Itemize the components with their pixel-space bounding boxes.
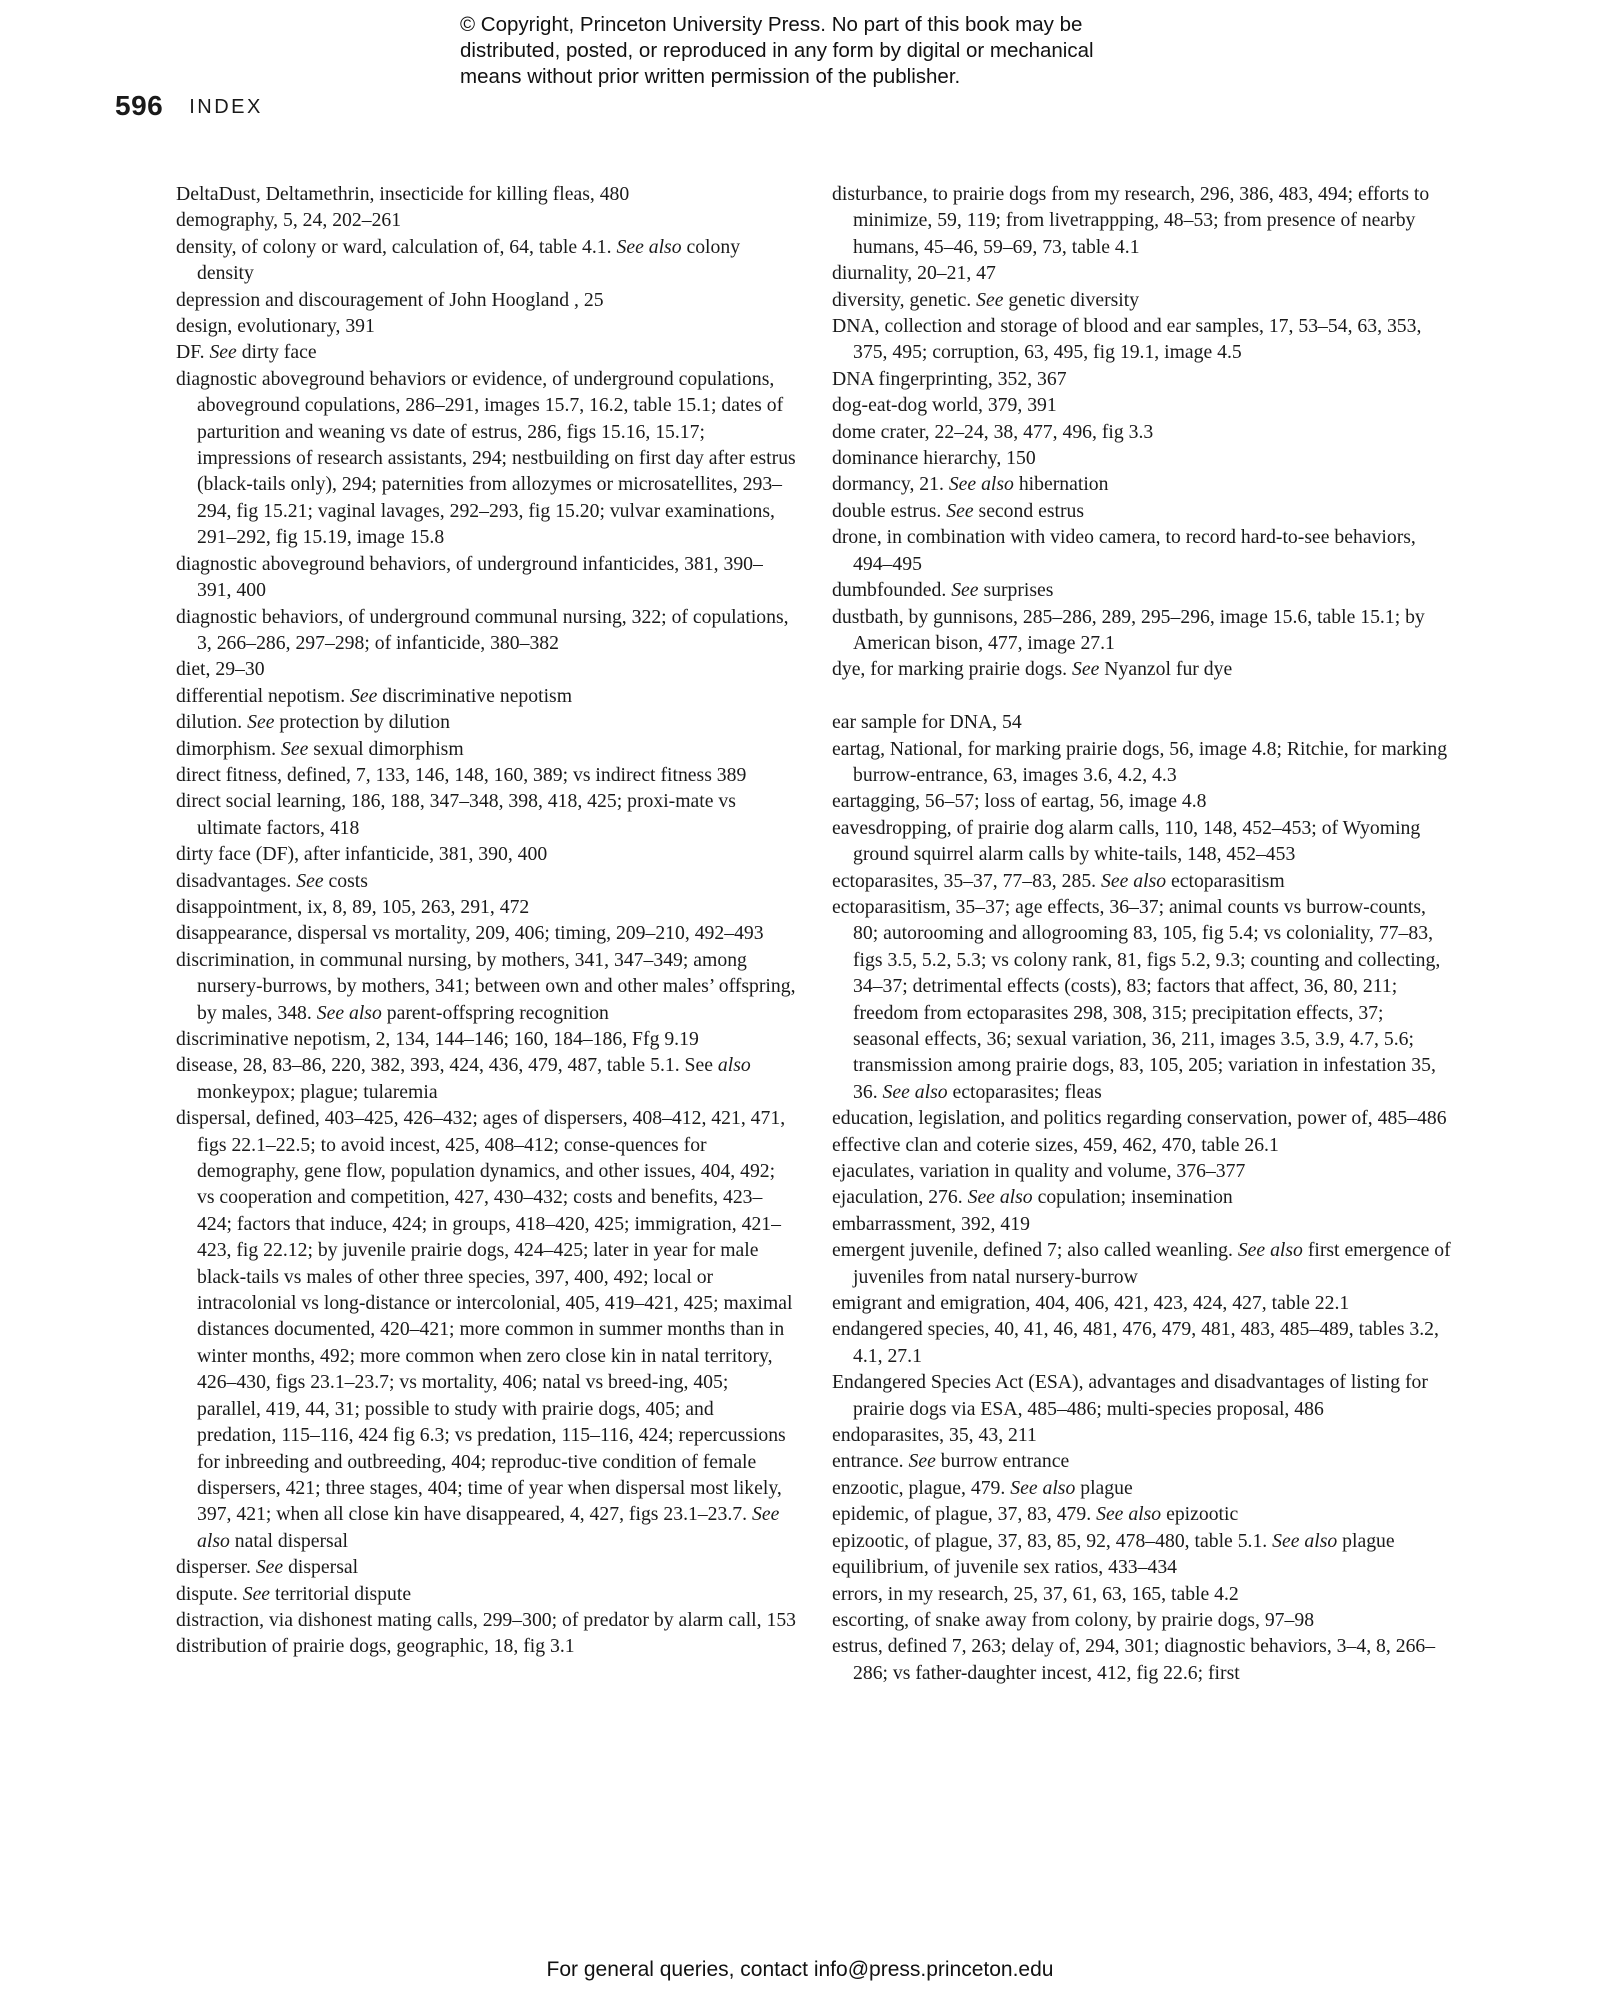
cross-reference-label: See also: [1272, 1529, 1338, 1552]
index-entry: [832, 815, 1452, 868]
index-entry: [832, 1132, 1452, 1158]
cross-reference-target: epizootic: [1161, 1503, 1239, 1526]
cross-reference-target: parent-offspring recognition: [381, 1001, 609, 1024]
entry-text: escorting, of snake away from colony, by prairie dogs, 97–98: [832, 1608, 1315, 1631]
index-entry: [832, 471, 1452, 497]
entry-text: density, of colony or ward, calculation of, 64, table 4.1.: [176, 235, 617, 258]
index-entry: [832, 736, 1452, 789]
entry-text: diversity, genetic.: [832, 288, 977, 311]
cross-reference-label: See: [1072, 658, 1100, 681]
cross-reference-label: See: [976, 288, 1004, 311]
cross-reference-target: natal dispersal: [229, 1529, 348, 1552]
index-entry: [176, 339, 796, 365]
index-entry: [176, 313, 796, 339]
index-entry: [176, 762, 796, 788]
entry-text: entrance.: [832, 1450, 909, 1473]
index-entry: [176, 709, 796, 735]
index-entry: [832, 445, 1452, 471]
entry-text: emergent juvenile, defined 7; also called weanling.: [832, 1239, 1238, 1262]
index-entry: [832, 260, 1452, 286]
entry-text: eartagging, 56–57; loss of eartag, 56, image 4.8: [832, 790, 1207, 813]
running-head: INDEX: [189, 96, 263, 118]
entry-text: dilution.: [176, 711, 248, 734]
index-entry: [832, 1105, 1452, 1131]
entry-text: enzootic, plague, 479.: [832, 1476, 1011, 1499]
index-entry: [832, 1158, 1452, 1184]
entry-text: epizootic, of plague, 37, 83, 85, 92, 478–480, table 5.1.: [832, 1529, 1273, 1552]
entry-text: double estrus.: [832, 499, 947, 522]
cross-reference-target: plague: [1075, 1476, 1133, 1499]
entry-text: Endangered Species Act (ESA), advantages and disadvantages of listing for prairie dogs via ESA, 485–486; multi-species proposal, 486: [832, 1371, 1428, 1420]
entry-text: ejaculates, variation in quality and volume, 376–377: [832, 1160, 1246, 1183]
index-entry: [176, 1026, 796, 1052]
index-entry: [832, 1448, 1452, 1474]
index-entry: [832, 1422, 1452, 1448]
index-entry: [176, 366, 796, 551]
index-entry: [832, 1184, 1452, 1210]
index-entry: [832, 604, 1452, 657]
cross-reference-label: See: [296, 869, 324, 892]
index-entry: [832, 868, 1452, 894]
index-entry: [176, 656, 796, 682]
index-entry: [832, 419, 1452, 445]
entry-text: DNA fingerprinting, 352, 367: [832, 367, 1067, 390]
index-entry: [832, 1581, 1452, 1607]
entry-text: diagnostic aboveground behaviors, of underground infanticides, 381, 390–391, 400: [176, 552, 763, 602]
entry-text: disadvantages.: [176, 869, 297, 892]
index-entry: [832, 498, 1452, 524]
index-entry: [832, 1501, 1452, 1527]
entry-text: distribution of prairie dogs, geographic, 18, fig 3.1: [176, 1635, 575, 1658]
entry-text: diurnality, 20–21, 47: [832, 262, 996, 285]
page-header: [115, 90, 263, 122]
entry-text: discrimination, in communal nursing, by mothers, 341, 347–349; among nursery-burrows, by mothers, 341; between own and other males’ offspring, by males, 348.: [176, 948, 796, 1024]
entry-text: diagnostic aboveground behaviors or evidence, of underground copulations, aboveground copulations, 286–291, images 15.7, 16.2, table 15.1; dates of parturition and weaning vs date of estrus, 286, figs 15.16, 15.17; impressions of research assistants, 294; nestbuilding on first day after estrus (black-tails only), 294; paternities from allozymes or microsatellites, 293–294, fig 15.21; vaginal lavages, 292–293, fig 15.20; vulvar examinations, 291–292, fig 15.19, image 15.8: [176, 367, 796, 549]
index-entry: [176, 181, 796, 207]
entry-text: dome crater, 22–24, 38, 477, 496, fig 3.3: [832, 420, 1154, 443]
index-entry: [832, 366, 1452, 392]
index-entry: [832, 1528, 1452, 1554]
entry-text: dye, for marking prairie dogs.: [832, 658, 1073, 681]
entry-text: direct fitness, defined, 7, 133, 146, 148, 160, 389; vs indirect fitness 389: [176, 763, 747, 786]
index-entry: [832, 788, 1452, 814]
index-entry: [176, 604, 796, 657]
cross-reference-target: plague: [1337, 1529, 1395, 1552]
page-number: 596: [115, 90, 164, 121]
entry-text: errors, in my research, 25, 37, 61, 63, 165, table 4.2: [832, 1582, 1239, 1605]
index-entry: [832, 709, 1452, 735]
index-entry: [176, 894, 796, 920]
entry-text: dumbfounded.: [832, 579, 952, 602]
cross-reference-label: See also: [1237, 1239, 1303, 1262]
entry-text: eavesdropping, of prairie dog alarm calls, 110, 148, 452–453; of Wyoming ground squirrel alarm calls by white-tails, 148, 452–453: [832, 816, 1421, 866]
entry-text: differential nepotism.: [176, 684, 351, 707]
entry-text: design, evolutionary, 391: [176, 315, 375, 338]
index-entry: [176, 841, 796, 867]
entry-text: equilibrium, of juvenile sex ratios, 433–434: [832, 1556, 1178, 1579]
cross-reference-label: See: [281, 737, 309, 760]
entry-text: ejaculation, 276.: [832, 1186, 968, 1209]
index-entry: [176, 947, 796, 1026]
index-entry: [176, 1105, 796, 1554]
entry-text: dirty face (DF), after infanticide, 381, 390, 400: [176, 843, 548, 866]
index-entry: [832, 1554, 1452, 1580]
index-entry: [176, 207, 796, 233]
cross-reference-label: See also: [967, 1186, 1033, 1209]
entry-text: disappearance, dispersal vs mortality, 209, 406; timing, 209–210, 492–493: [176, 922, 764, 945]
entry-text: drone, in combination with video camera, to record hard-to-see behaviors, 494–495: [832, 526, 1416, 575]
entry-text: ear sample for DNA, 54: [832, 711, 1022, 734]
entry-text: DNA, collection and storage of blood and ear samples, 17, 53–54, 63, 353, 375, 495; corruption, 63, 495, fig 19.1, image 4.5: [832, 315, 1422, 364]
cross-reference-target: dirty face: [236, 341, 317, 364]
cross-reference-target: copulation; insemination: [1032, 1186, 1233, 1209]
cross-reference-target: surprises: [978, 579, 1054, 602]
index-entry: [176, 234, 796, 287]
entry-text: diagnostic behaviors, of underground communal nursing, 322; of copulations, 3, 266–286, 297–298; of infanticide, 380–382: [176, 605, 789, 654]
index-entry: [832, 1369, 1452, 1422]
entry-text: dog-eat-dog world, 379, 391: [832, 394, 1057, 417]
entry-text: endoparasites, 35, 43, 211: [832, 1424, 1037, 1447]
cross-reference-label: See also: [948, 473, 1014, 496]
cross-reference-target: hibernation: [1013, 473, 1109, 496]
index-entry: [832, 1237, 1452, 1290]
copyright-line: © Copyright, Princeton University Press. No part of this book may be: [460, 13, 1083, 36]
cross-reference-target: first emergence of juveniles from natal nursery-burrow: [853, 1239, 1451, 1288]
entry-text: depression and discouragement of John Hoogland , 25: [176, 288, 604, 311]
index-entry: [832, 1633, 1452, 1686]
entry-text: dimorphism.: [176, 737, 282, 760]
index-entry: [176, 1581, 796, 1607]
index-entry: [176, 1633, 796, 1659]
cross-reference-label: See: [209, 341, 237, 364]
index-entry: [832, 656, 1452, 682]
copyright-line: means without prior written permission of the publisher.: [460, 65, 961, 88]
copyright-line: distributed, posted, or reproduced in any form by digital or mechanical: [460, 39, 1094, 62]
entry-text: eartag, National, for marking prairie dogs, 56, image 4.8; Ritchie, for marking burrow-entrance, 63, images 3.6, 4.2, 4.3: [832, 737, 1448, 786]
footer-contact: For general queries, contact info@press.princeton.edu: [546, 1958, 1054, 1981]
index-entry: [176, 736, 796, 762]
cross-reference-label: See also: [1101, 869, 1167, 892]
cross-reference-target: burrow entrance: [935, 1450, 1070, 1473]
index-column-right: [832, 181, 1452, 1686]
entry-text: dispute.: [176, 1582, 243, 1605]
cross-reference-target: dispersal: [283, 1556, 359, 1579]
entry-text: disease, 28, 83–86, 220, 382, 393, 424, 436, 479, 487, table 5.1. See: [176, 1054, 718, 1077]
index-entry: [832, 577, 1452, 603]
cross-reference-label: See: [951, 579, 979, 602]
entry-text: disturbance, to prairie dogs from my research, 296, 386, 483, 494; efforts to minimize, 59, 119; from livetrappping, 48–53; from presence of nearby humans, 45–46, 59–69, 73, table 4.1: [832, 183, 1430, 258]
index-entry: [832, 313, 1452, 366]
cross-reference-target: ectoparasitism: [1166, 869, 1285, 892]
cross-reference-label: See: [255, 1556, 284, 1579]
entry-text: diet, 29–30: [176, 658, 265, 681]
entry-text: direct social learning, 186, 188, 347–348, 398, 418, 425; proxi-mate vs ultimate factors, 418: [176, 790, 736, 839]
cross-reference-label: See also: [616, 235, 682, 258]
entry-text: distraction, via dishonest mating calls, 299–300; of predator by alarm call, 153: [176, 1608, 797, 1631]
entry-text: embarrassment, 392, 419: [832, 1212, 1030, 1235]
index-column-left: [176, 181, 796, 1660]
index-entry: [176, 1607, 796, 1633]
entry-text: dustbath, by gunnisons, 285–286, 289, 295–296, image 15.6, table 15.1; by American bison, 477, image 27.1: [832, 605, 1425, 654]
cross-reference-label: See also: [882, 1080, 948, 1103]
index-entry: [832, 894, 1452, 1105]
cross-reference-target: ectoparasites; fleas: [947, 1080, 1102, 1103]
cross-reference-target: protection by dilution: [274, 711, 450, 734]
entry-text: emigrant and emigration, 404, 406, 421, 423, 424, 427, table 22.1: [832, 1292, 1350, 1315]
index-entry: [832, 1475, 1452, 1501]
index-entry: [832, 181, 1452, 260]
entry-text: effective clan and coterie sizes, 459, 462, 470, table 26.1: [832, 1133, 1279, 1156]
entry-text: dominance hierarchy, 150: [832, 447, 1036, 470]
cross-reference-target: Nyanzol fur dye: [1099, 658, 1233, 681]
index-entry: [176, 868, 796, 894]
index-entry: [832, 287, 1452, 313]
index-entry: [176, 683, 796, 709]
cross-reference-target: discriminative nepotism: [377, 684, 573, 707]
cross-reference-label: See: [242, 1582, 271, 1605]
index-entry: [176, 287, 796, 313]
index-entry: [176, 920, 796, 946]
cross-reference-label: See also: [1096, 1503, 1162, 1526]
cross-reference-target: territorial dispute: [270, 1582, 412, 1605]
entry-text: disappointment, ix, 8, 89, 105, 263, 291, 472: [176, 895, 530, 918]
entry-text: ectoparasites, 35–37, 77–83, 285.: [832, 869, 1102, 892]
entry-text: endangered species, 40, 41, 46, 481, 476, 479, 481, 483, 485–489, tables 3.2, 4.1, 27.1: [832, 1318, 1439, 1367]
copyright-notice: [460, 12, 1220, 90]
entry-text: estrus, defined 7, 263; delay of, 294, 301; diagnostic behaviors, 3–4, 8, 266–286; vs father-daughter incest, 412, fig 22.6; first: [832, 1635, 1436, 1684]
cross-reference-label: See: [908, 1450, 936, 1473]
entry-text: disperser.: [176, 1556, 256, 1579]
index-entry: [176, 788, 796, 841]
cross-reference-label: See: [946, 499, 974, 522]
entry-text: DF.: [176, 341, 210, 364]
cross-reference-label: also: [717, 1054, 751, 1077]
cross-reference-target: costs: [323, 869, 368, 892]
index-entry: [176, 1554, 796, 1580]
entry-text: discriminative nepotism, 2, 134, 144–146; 160, 184–186, Ffg 9.19: [176, 1028, 699, 1050]
entry-text: education, legislation, and politics regarding conservation, power of, 485–486: [832, 1107, 1447, 1130]
cross-reference-label: See also: [316, 1001, 382, 1024]
entry-text: demography, 5, 24, 202–261: [176, 209, 402, 232]
index-entry: [832, 1290, 1452, 1316]
cross-reference-target: second estrus: [973, 499, 1085, 522]
cross-reference-target: monkeypox; plague; tularemia: [197, 1080, 438, 1103]
cross-reference-label: See also: [1010, 1476, 1076, 1499]
index-entry: [832, 392, 1452, 418]
cross-reference-label: See also: [197, 1503, 780, 1552]
index-entry: [832, 1211, 1452, 1237]
entry-text: ectoparasitism, 35–37; age effects, 36–37; animal counts vs burrow-counts, 80; autorooming and allogrooming 83, 105, fig 5.4; vs coloniality, 77–83, figs 3.5, 5.2, 5.3; vs colony rank, 81, figs 5.2, 9.3; counting and collecting, 34–37; detrimental effects (costs), 83; factors that affect, 36, 80, 211; freedom from ectoparasites 298, 308, 315; precipitation effects, 37; seasonal effects, 36; sexual variation, 36, 211, images 3.5, 3.9, 4.7, 5.6; transmission among prairie dogs, 83, 105, 205; variation in infestation 35, 36.: [832, 895, 1441, 1103]
entry-text: dormancy, 21.: [832, 473, 949, 496]
index-entry: [176, 1052, 796, 1105]
entry-text: epidemic, of plague, 37, 83, 479.: [832, 1503, 1097, 1526]
cross-reference-target: colony density: [197, 235, 741, 285]
index-entry: [832, 1316, 1452, 1369]
entry-text: DeltaDust, Deltamethrin, insecticide for killing fleas, 480: [176, 183, 630, 205]
index-entry: [832, 524, 1452, 577]
cross-reference-label: See: [247, 711, 275, 734]
cross-reference-target: sexual dimorphism: [308, 737, 464, 760]
entry-text: dispersal, defined, 403–425, 426–432; ages of dispersers, 408–412, 421, 471, figs 22.1–22.5; to avoid incest, 425, 408–412; conse-quences for demography, gene flow, population dynamics, and other issues, 404, 492; vs cooperation and competition, 427, 430–432; costs and benefits, 423–424; factors that induce, 424; in groups, 418–420, 425; immigration, 421–423, fig 22.12; by juvenile prairie dogs, 424–425; later in year for male black-tails vs males of other three species, 397, 400, 492; local or intracolonial vs long-distance or intercolonial, 405, 419–421, 425; maximal distances documented, 420–421; more common in summer months than in winter months, 492; more common when zero close kin in natal territory, 426–430, figs 23.1–23.7; vs mortality, 406; natal vs breed-ing, 405; parallel, 419, 44, 31; possible to study with prairie dogs, 405; and predation, 115–116, 424 fig 6.3; vs predation, 115–116, 424; repercussions for inbreeding and outbreeding, 404; reproduc-tive condition of female dispersers, 421; three stages, 404; time of year when dispersal most likely, 397, 421; when all close kin have disappeared, 4, 427, figs 23.1–23.7.: [176, 1107, 793, 1526]
cross-reference-label: See: [350, 684, 378, 707]
cross-reference-target: genetic diversity: [1003, 288, 1140, 311]
index-entry: [176, 551, 796, 604]
index-entry: [832, 1607, 1452, 1633]
